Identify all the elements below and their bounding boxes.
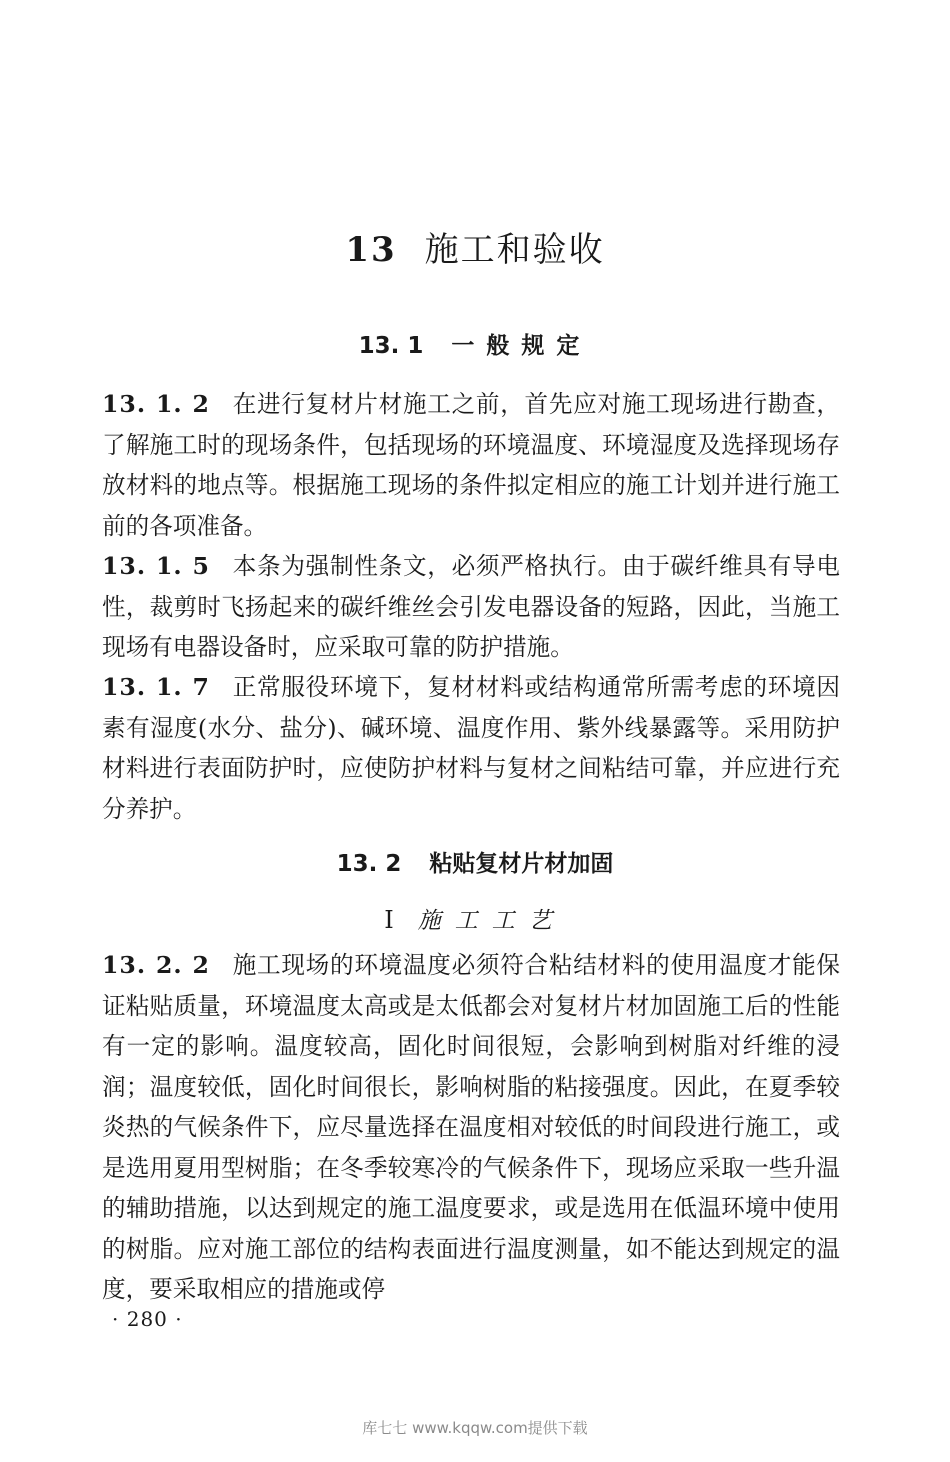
clause-13-2-2 — [102, 945, 840, 1310]
clause-text: 在进行复材片材施工之前，首先应对施工现场进行勘查，了解施工时的现场条件，包括现场的环境温度、环境湿度及选择现场存放材料的地点等。根据施工现场的条件拟定相应的施工计划并进行施工前的各项准备。 — [102, 390, 840, 540]
chapter-number: 13 — [345, 230, 397, 270]
section-title-13-1 — [0, 327, 950, 360]
clause-text: 正常服役环境下，复材材料或结构通常所需考虑的环境因素有湿度(水分、盐分)、碱环境、温度作用、紫外线暴露等。采用防护材料进行表面防护时，应使防护材料与复材之间粘结可靠，并应进行充分养护。 — [102, 673, 840, 823]
section-number: 13. 1 — [358, 333, 424, 359]
subsection-title — [0, 902, 950, 935]
clause-number: 13. 1. 2 — [102, 390, 210, 418]
section-title-text: 一般规定 — [451, 333, 592, 359]
page-number: · 280 · — [112, 1307, 183, 1331]
chapter-title-text: 施工和验收 — [424, 230, 605, 270]
clause-text: 施工现场的环境温度必须符合粘结材料的使用温度才能保证粘贴质量，环境温度太高或是太低都会对复材片材加固施工后的性能有一定的影响。温度较高，固化时间很短，会影响到树脂对纤维的浸润；温度较低，固化时间很长，影响树脂的粘接强度。因此，在夏季较炎热的气候条件下，应尽量选择在温度相对较低的时间段进行施工，或是选用夏用型树脂；在冬季较寒冷的气候条件下，现场应采取一些升温的辅助措施，以达到规定的施工温度要求，或是选用在低温环境中使用的树脂。应对施工部位的结构表面进行温度测量，如不能达到规定的温度，要采取相应的措施或停 — [102, 951, 840, 1303]
clause-number: 13. 2. 2 — [102, 951, 210, 979]
watermark-text: 库七七 www.kqqw.com提供下载 — [362, 1419, 588, 1437]
clause-13-1-5 — [102, 546, 840, 668]
section-number: 13. 2 — [336, 851, 402, 877]
section-title-13-2 — [0, 845, 950, 878]
clause-text: 本条为强制性条文，必须严格执行。由于碳纤维具有导电性，裁剪时飞扬起来的碳纤维丝会引发电器设备的短路，因此，当施工现场有电器设备时，应采取可靠的防护措施。 — [102, 552, 840, 661]
subsection-roman-numeral: Ⅰ — [384, 906, 394, 934]
subsection-title-text: 施工工艺 — [417, 908, 566, 934]
clause-number: 13. 1. 5 — [102, 552, 210, 580]
section-title-text: 粘贴复材片材加固 — [429, 851, 614, 877]
chapter-title — [0, 222, 950, 271]
clause-13-1-7 — [102, 667, 840, 829]
clause-13-1-2 — [102, 384, 840, 546]
clause-number: 13. 1. 7 — [102, 673, 210, 701]
